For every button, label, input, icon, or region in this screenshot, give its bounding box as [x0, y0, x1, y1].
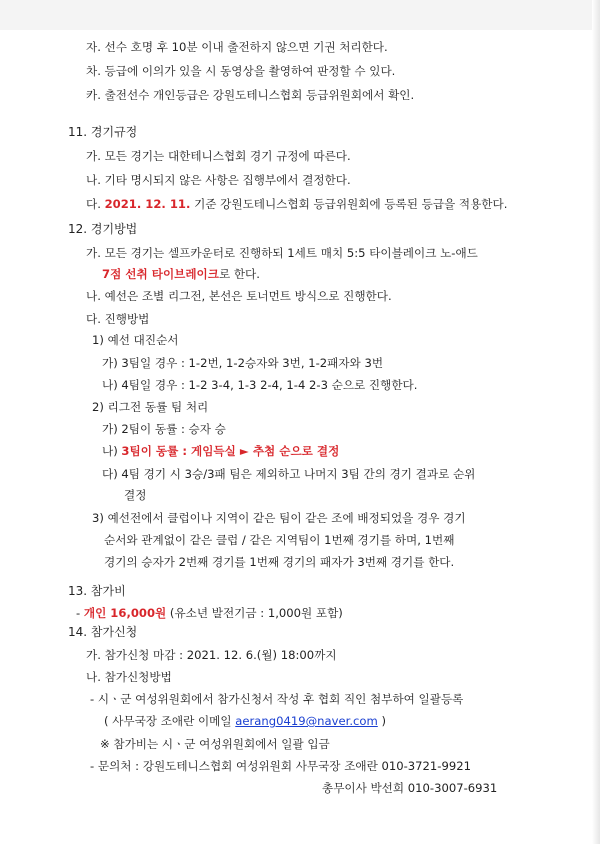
procedure-2: 2) 리그전 동률 팀 처리	[92, 400, 209, 414]
reference-date: 2021. 12. 11.	[104, 197, 191, 211]
procedure-1: 1) 예선 대진순서	[92, 333, 179, 347]
application-deadline: 가. 참가신청 마감 : 2021. 12. 6.(월) 18:00까지	[86, 648, 337, 662]
procedure-2-ga: 가) 2팀이 동률 : 승자 승	[102, 422, 226, 436]
rule-11-da: 다. 2021. 12. 11. 기준 강원도테니스협회 등급위원회에 등록된 등급을 적용한다.	[86, 197, 508, 211]
rule-12-na: 나. 예선은 조별 리그전, 본선은 토너먼트 방식으로 진행한다.	[86, 289, 392, 303]
procedure-3-cont-2: 경기의 승자가 2번째 경기를 1번째 경기의 패자가 3번째 경기를 한다.	[104, 555, 455, 569]
email-link[interactable]: aerang0419@naver.com	[235, 714, 378, 728]
rule-item-cha: 차. 등급에 이의가 있을 시 동영상을 촬영하여 판정할 수 있다.	[86, 64, 396, 78]
rule-12-ga-cont: 7점 선취 타이브레이크로 한다.	[102, 267, 260, 281]
rule-item-ja: 자. 선수 호명 후 10분 이내 출전하지 않으면 기권 처리한다.	[86, 40, 388, 54]
procedure-1-ga: 가) 3팀일 경우 : 1-2번, 1-2승자와 3번, 1-2패자와 3번	[102, 356, 384, 370]
application-method-1: - 시ㆍ군 여성위원회에서 참가신청서 작성 후 협회 직인 첨부하여 일괄등록	[90, 692, 464, 706]
section-13-title: 13. 참가비	[68, 584, 126, 598]
rule-12-ga: 가. 모든 경기는 셀프카운터로 진행하되 1세트 매치 5:5 타이블레이크 노-애드	[86, 246, 478, 260]
rule-item-ka: 카. 출전선수 개인등급은 강원도테니스협회 등급위원회에서 확인.	[86, 88, 415, 102]
section-14-title: 14. 참가신청	[68, 625, 138, 639]
fee-payment-note: ※ 참가비는 시ㆍ군 여성위원회에서 일괄 입금	[100, 737, 330, 751]
tiebreak-highlight: 7점 선취 타이브레이크	[102, 267, 219, 281]
rule-11-ga: 가. 모든 경기는 대한테니스협회 경기 규정에 따른다.	[86, 149, 351, 163]
procedure-1-na: 나) 4팀일 경우 : 1-2 3-4, 1-3 2-4, 1-4 2-3 순으로 진행한다.	[102, 378, 418, 392]
tie-rule-highlight: 3팀이 동률 : 게임득실 ► 추첨 순으로 결정	[121, 444, 340, 458]
application-method: 나. 참가신청방법	[86, 670, 172, 684]
procedure-2-na: 나) 3팀이 동률 : 게임득실 ► 추첨 순으로 결정	[102, 444, 340, 458]
page-edge-shadow	[592, 0, 600, 844]
procedure-2-da: 다) 4팀 경기 시 3승/3패 팀은 제외하고 나머지 3팀 간의 경기 결과로 순위	[102, 467, 476, 481]
procedure-3: 3) 예선전에서 클럽이나 지역이 같은 팀이 같은 조에 배정되었을 경우 경기	[92, 511, 466, 525]
application-email-line: ( 사무국장 조애란 이메일 aerang0419@naver.com )	[104, 714, 386, 728]
fee-amount: 개인 16,000원	[83, 606, 167, 620]
procedure-3-cont-1: 순서와 관계없이 같은 클럽 / 같은 지역팀이 1번째 경기를 하며, 1번째	[104, 533, 455, 547]
rule-11-na: 나. 기타 명시되지 않은 사항은 집행부에서 결정한다.	[86, 173, 351, 187]
section-11-title: 11. 경기규정	[68, 125, 138, 139]
procedure-2-da-cont: 결정	[124, 488, 147, 502]
entry-fee: - 개인 16,000원 (유소년 발전기금 : 1,000원 포함)	[76, 606, 343, 620]
top-bar	[0, 0, 600, 30]
rule-12-da: 다. 진행방법	[86, 312, 150, 326]
contact-line-1: - 문의처 : 강원도테니스협회 여성위원회 사무국장 조애란 010-3721-9921	[90, 759, 471, 773]
section-12-title: 12. 경기방법	[68, 222, 138, 236]
contact-line-2: 총무이사 박선희 010-3007-6931	[322, 781, 498, 795]
